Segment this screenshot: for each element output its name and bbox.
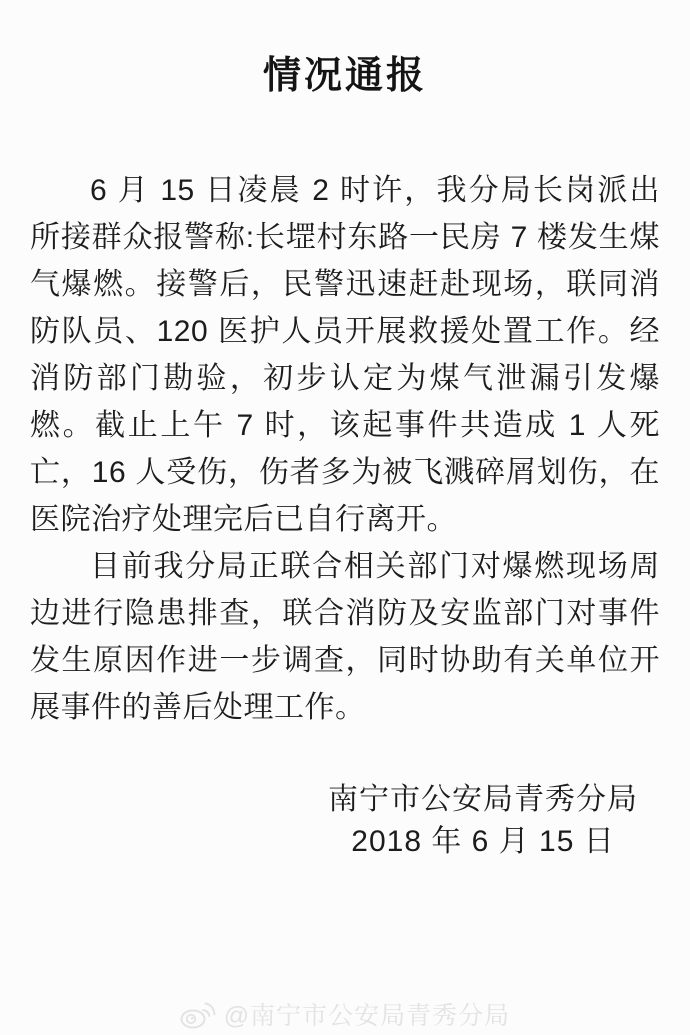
notice-paragraph-2: 目前我分局正联合相关部门对爆燃现场周边进行隐患排查，联合消防及安监部门对事件发生原因作进一步调查，同时协助有关单位开展事件的善后处理工作。 [30, 550, 660, 724]
notice-title: 情况通报 [262, 55, 427, 97]
notice-body [30, 167, 660, 731]
signature-issuer: 南宁市公安局青秀分局 [328, 783, 638, 816]
notice-paragraph-1: 6 月 15 日凌晨 2 时许，我分局长岗派出所接群众报警称:长堽村东路一民房 7 楼发生煤气爆燃。接警后，民警迅速赶赴现场，联同消防队员、120 医护人员开展救援处置工作。经消防部门勘验，初步认定为煤气泄漏引发爆燃。截止上午 7 时，该起事件共造成 1 人死亡，16 人受伤，伤者多为被飞溅碎屑划伤，在医院治疗处理完后已自行离开。 [30, 174, 660, 536]
signature-date: 2018 年 6 月 15 日 [351, 825, 615, 858]
weibo-icon [180, 999, 216, 1029]
weibo-watermark [0, 996, 690, 1032]
signature-block [328, 779, 638, 863]
watermark-text: @南宁市公安局青秀分局 [223, 1002, 511, 1030]
